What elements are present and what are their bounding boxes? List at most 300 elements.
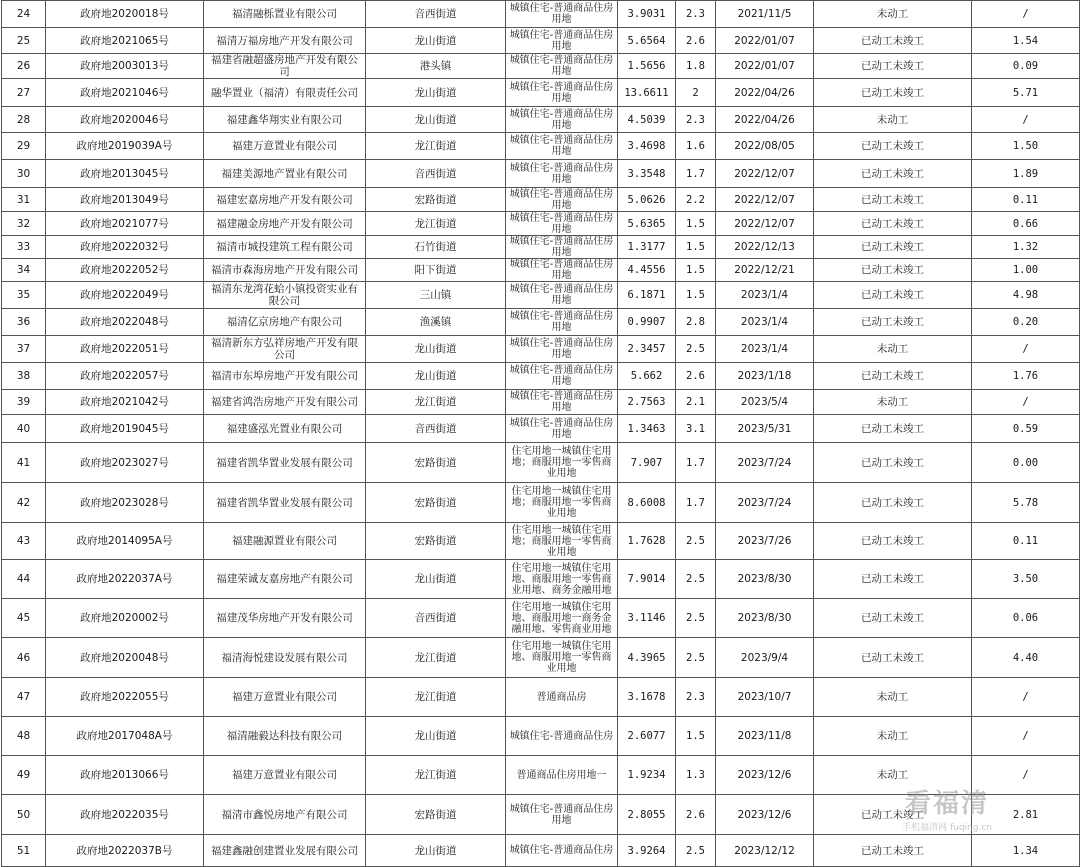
cell-far: 1.5: [676, 282, 716, 309]
cell-value: 0.06: [972, 599, 1080, 638]
cell-area: 2.3457: [618, 336, 676, 363]
cell-street: 渔溪镇: [366, 309, 506, 336]
cell-area: 8.6008: [618, 483, 676, 523]
cell-company: 福建盛泓光置业有限公司: [204, 415, 366, 443]
cell-date: 2023/1/4: [716, 282, 814, 309]
cell-id: 政府地2022037B号: [46, 835, 204, 867]
cell-far: 2: [676, 79, 716, 107]
cell-company: 福建万意置业有限公司: [204, 756, 366, 795]
cell-area: 5.0626: [618, 188, 676, 212]
cell-area: 5.6365: [618, 212, 676, 236]
cell-id: 政府地2020048号: [46, 638, 204, 678]
cell-status: 未动工: [814, 1, 972, 28]
cell-company: 福清东龙湾花蛤小镇投资实业有限公司: [204, 282, 366, 309]
table-row: [2, 415, 1080, 443]
cell-id: 政府地2023028号: [46, 483, 204, 523]
cell-id: 政府地2022037A号: [46, 560, 204, 599]
cell-company: 福清市鑫悦房地产有限公司: [204, 795, 366, 835]
cell-date: 2023/1/4: [716, 309, 814, 336]
cell-area: 5.6564: [618, 28, 676, 54]
table-row: [2, 282, 1080, 309]
cell-no: 25: [2, 28, 46, 54]
cell-area: 7.907: [618, 443, 676, 483]
cell-id: 政府地2019045号: [46, 415, 204, 443]
cell-date: 2023/7/24: [716, 443, 814, 483]
cell-value: /: [972, 107, 1080, 133]
cell-street: 音西街道: [366, 599, 506, 638]
cell-far: 1.5: [676, 259, 716, 282]
cell-date: 2023/10/7: [716, 678, 814, 717]
cell-street: 龙山街道: [366, 835, 506, 867]
cell-street: 港头镇: [366, 54, 506, 79]
cell-value: 3.50: [972, 560, 1080, 599]
cell-far: 2.5: [676, 638, 716, 678]
cell-area: 1.7628: [618, 523, 676, 560]
cell-far: 2.3: [676, 678, 716, 717]
cell-street: 龙江街道: [366, 212, 506, 236]
cell-status: 已动工未竣工: [814, 795, 972, 835]
cell-date: 2022/12/21: [716, 259, 814, 282]
cell-use: 城镇住宅-普通商品住房用地: [506, 390, 618, 415]
cell-no: 38: [2, 363, 46, 390]
cell-no: 48: [2, 717, 46, 756]
cell-area: 4.4556: [618, 259, 676, 282]
table-row: [2, 259, 1080, 282]
table-row: [2, 28, 1080, 54]
cell-no: 24: [2, 1, 46, 28]
cell-far: 2.5: [676, 560, 716, 599]
cell-use: 城镇住宅-普通商品住房用地: [506, 1, 618, 28]
cell-value: 0.09: [972, 54, 1080, 79]
cell-value: 0.11: [972, 523, 1080, 560]
cell-company: 福建鑫融创建置业发展有限公司: [204, 835, 366, 867]
cell-value: 5.71: [972, 79, 1080, 107]
cell-date: 2023/12/6: [716, 756, 814, 795]
cell-far: 2.3: [676, 107, 716, 133]
cell-date: 2023/8/30: [716, 560, 814, 599]
cell-far: 2.6: [676, 795, 716, 835]
cell-use: 城镇住宅-普通商品住房用地: [506, 415, 618, 443]
cell-status: 已动工未竣工: [814, 638, 972, 678]
cell-no: 51: [2, 835, 46, 867]
cell-id: 政府地2013049号: [46, 188, 204, 212]
cell-date: 2022/12/07: [716, 188, 814, 212]
cell-area: 5.662: [618, 363, 676, 390]
cell-far: 2.8: [676, 309, 716, 336]
cell-id: 政府地2021042号: [46, 390, 204, 415]
cell-value: 1.76: [972, 363, 1080, 390]
cell-area: 6.1871: [618, 282, 676, 309]
watermark-main: 看福清: [905, 789, 990, 819]
cell-status: 已动工未竣工: [814, 54, 972, 79]
cell-street: 宏路街道: [366, 523, 506, 560]
table-row: [2, 133, 1080, 160]
table-row: [2, 638, 1080, 678]
cell-street: 龙江街道: [366, 678, 506, 717]
cell-use: 城镇住宅-普通商品住房用地: [506, 795, 618, 835]
cell-value: 0.11: [972, 188, 1080, 212]
cell-id: 政府地2022049号: [46, 282, 204, 309]
cell-area: 3.3548: [618, 160, 676, 188]
cell-street: 音西街道: [366, 415, 506, 443]
cell-use: 城镇住宅-普通商品住房用地: [506, 212, 618, 236]
cell-use: 城镇住宅-普通商品住房: [506, 835, 618, 867]
table-row: [2, 678, 1080, 717]
cell-id: 政府地2021046号: [46, 79, 204, 107]
cell-street: 宏路街道: [366, 483, 506, 523]
cell-id: 政府地2013045号: [46, 160, 204, 188]
cell-use: 住宅用地一城镇住宅用地；商服用地一零售商业用地: [506, 483, 618, 523]
cell-value: /: [972, 756, 1080, 795]
cell-far: 2.5: [676, 599, 716, 638]
cell-id: 政府地2013066号: [46, 756, 204, 795]
table-row: [2, 390, 1080, 415]
cell-far: 1.3: [676, 756, 716, 795]
cell-id: 政府地2003013号: [46, 54, 204, 79]
watermark-sub: 手机福清网 fuqing.cn: [902, 823, 992, 833]
cell-company: 福建省融超盛房地产开发有限公司: [204, 54, 366, 79]
cell-value: 4.98: [972, 282, 1080, 309]
cell-company: 福清亿京房地产有限公司: [204, 309, 366, 336]
table-row: [2, 54, 1080, 79]
cell-use: 城镇住宅-普通商品住房用地: [506, 54, 618, 79]
cell-value: /: [972, 336, 1080, 363]
cell-id: 政府地2022051号: [46, 336, 204, 363]
cell-status: 已动工未竣工: [814, 483, 972, 523]
table-row: [2, 212, 1080, 236]
cell-no: 37: [2, 336, 46, 363]
cell-date: 2023/7/24: [716, 483, 814, 523]
cell-use: 城镇住宅-普通商品住房用地: [506, 336, 618, 363]
cell-area: 0.9907: [618, 309, 676, 336]
cell-value: 0.59: [972, 415, 1080, 443]
cell-no: 29: [2, 133, 46, 160]
cell-use: 住宅用地一城镇住宅用地、商服用地一零售商业用地: [506, 638, 618, 678]
cell-no: 30: [2, 160, 46, 188]
cell-area: 1.3463: [618, 415, 676, 443]
cell-use: 城镇住宅-普通商品住房用地: [506, 133, 618, 160]
cell-status: 已动工未竣工: [814, 309, 972, 336]
table-body: [2, 1, 1080, 867]
cell-company: 福建鑫华翔实业有限公司: [204, 107, 366, 133]
cell-id: 政府地2020046号: [46, 107, 204, 133]
cell-value: 1.34: [972, 835, 1080, 867]
cell-street: 三山镇: [366, 282, 506, 309]
cell-id: 政府地2022035号: [46, 795, 204, 835]
cell-date: 2023/5/4: [716, 390, 814, 415]
table-row: [2, 79, 1080, 107]
cell-status: 已动工未竣工: [814, 79, 972, 107]
cell-value: 4.40: [972, 638, 1080, 678]
cell-id: 政府地2022048号: [46, 309, 204, 336]
cell-far: 1.8: [676, 54, 716, 79]
cell-company: 福建荣诚友嘉房地产有限公司: [204, 560, 366, 599]
cell-no: 40: [2, 415, 46, 443]
cell-status: 已动工未竣工: [814, 443, 972, 483]
cell-street: 龙山街道: [366, 107, 506, 133]
cell-far: 1.6: [676, 133, 716, 160]
cell-value: 1.89: [972, 160, 1080, 188]
cell-company: 福清融毅达科技有限公司: [204, 717, 366, 756]
cell-date: 2022/08/05: [716, 133, 814, 160]
cell-company: 福清万福房地产开发有限公司: [204, 28, 366, 54]
cell-date: 2023/9/4: [716, 638, 814, 678]
cell-far: 2.6: [676, 28, 716, 54]
cell-area: 4.3965: [618, 638, 676, 678]
cell-date: 2022/12/13: [716, 236, 814, 259]
cell-far: 2.6: [676, 363, 716, 390]
cell-id: 政府地2020002号: [46, 599, 204, 638]
table-row: [2, 560, 1080, 599]
cell-date: 2021/11/5: [716, 1, 814, 28]
cell-use: 城镇住宅-普通商品住房用地: [506, 188, 618, 212]
cell-status: 已动工未竣工: [814, 236, 972, 259]
cell-status: 已动工未竣工: [814, 560, 972, 599]
cell-company: 福建万意置业有限公司: [204, 678, 366, 717]
cell-id: 政府地2021077号: [46, 212, 204, 236]
cell-company: 福清市东埠房地产开发有限公司: [204, 363, 366, 390]
table-row: [2, 599, 1080, 638]
cell-company: 福建宏嘉房地产开发有限公司: [204, 188, 366, 212]
cell-use: 城镇住宅-普通商品住房用地: [506, 236, 618, 259]
cell-far: 2.5: [676, 523, 716, 560]
cell-street: 龙山街道: [366, 336, 506, 363]
cell-use: 城镇住宅-普通商品住房用地: [506, 107, 618, 133]
cell-no: 34: [2, 259, 46, 282]
table-row: [2, 336, 1080, 363]
cell-value: /: [972, 390, 1080, 415]
cell-date: 2022/12/07: [716, 160, 814, 188]
table-row: [2, 523, 1080, 560]
cell-id: 政府地2022057号: [46, 363, 204, 390]
cell-area: 3.4698: [618, 133, 676, 160]
cell-street: 宏路街道: [366, 443, 506, 483]
table-row: [2, 756, 1080, 795]
cell-no: 33: [2, 236, 46, 259]
table-row: [2, 160, 1080, 188]
cell-id: 政府地2023027号: [46, 443, 204, 483]
cell-date: 2023/1/18: [716, 363, 814, 390]
cell-area: 3.1146: [618, 599, 676, 638]
cell-status: 已动工未竣工: [814, 363, 972, 390]
cell-area: 3.9264: [618, 835, 676, 867]
cell-company: 福清市森海房地产开发有限公司: [204, 259, 366, 282]
cell-no: 47: [2, 678, 46, 717]
cell-status: 已动工未竣工: [814, 282, 972, 309]
cell-no: 49: [2, 756, 46, 795]
cell-company: 福建省凯华置业发展有限公司: [204, 483, 366, 523]
cell-no: 28: [2, 107, 46, 133]
cell-value: 1.32: [972, 236, 1080, 259]
table-row: [2, 309, 1080, 336]
cell-value: 0.66: [972, 212, 1080, 236]
cell-street: 龙山街道: [366, 560, 506, 599]
cell-value: /: [972, 1, 1080, 28]
cell-company: 福建省凯华置业发展有限公司: [204, 443, 366, 483]
cell-date: 2022/04/26: [716, 107, 814, 133]
cell-no: 41: [2, 443, 46, 483]
cell-status: 已动工未竣工: [814, 28, 972, 54]
cell-use: 住宅用地一城镇住宅用地；商服用地一零售商业用地: [506, 523, 618, 560]
cell-status: 已动工未竣工: [814, 599, 972, 638]
cell-far: 2.5: [676, 336, 716, 363]
table-row: [2, 795, 1080, 835]
cell-status: 未动工: [814, 717, 972, 756]
cell-use: 普通商品房: [506, 678, 618, 717]
cell-company: 福建融金房地产开发有限公司: [204, 212, 366, 236]
cell-use: 城镇住宅-普通商品住房用地: [506, 28, 618, 54]
cell-street: 音西街道: [366, 1, 506, 28]
cell-date: 2022/04/26: [716, 79, 814, 107]
cell-company: 福建美源地产置业有限公司: [204, 160, 366, 188]
cell-street: 石竹街道: [366, 236, 506, 259]
table-row: [2, 483, 1080, 523]
cell-use: 城镇住宅-普通商品住房用地: [506, 160, 618, 188]
cell-date: 2023/11/8: [716, 717, 814, 756]
cell-street: 龙山街道: [366, 717, 506, 756]
cell-date: 2023/8/30: [716, 599, 814, 638]
cell-street: 龙江街道: [366, 390, 506, 415]
table-row: [2, 363, 1080, 390]
cell-no: 46: [2, 638, 46, 678]
cell-id: 政府地2020018号: [46, 1, 204, 28]
cell-far: 1.7: [676, 443, 716, 483]
cell-use: 城镇住宅-普通商品住房用地: [506, 309, 618, 336]
cell-use: 住宅用地一城镇住宅用地；商服用地一零售商业用地: [506, 443, 618, 483]
cell-no: 36: [2, 309, 46, 336]
cell-company: 福建融源置业有限公司: [204, 523, 366, 560]
cell-no: 42: [2, 483, 46, 523]
cell-area: 4.5039: [618, 107, 676, 133]
cell-no: 39: [2, 390, 46, 415]
cell-value: 1.54: [972, 28, 1080, 54]
cell-id: 政府地2014095A号: [46, 523, 204, 560]
cell-use: 住宅用地一城镇住宅用地、商服用地一零售商业用地、商务金融用地: [506, 560, 618, 599]
cell-id: 政府地2019039A号: [46, 133, 204, 160]
cell-far: 2.1: [676, 390, 716, 415]
cell-status: 未动工: [814, 107, 972, 133]
cell-company: 福建茂华房地产开发有限公司: [204, 599, 366, 638]
cell-street: 龙山街道: [366, 28, 506, 54]
cell-date: 2023/5/31: [716, 415, 814, 443]
table-row: [2, 107, 1080, 133]
cell-value: 2.81: [972, 795, 1080, 835]
cell-status: 未动工: [814, 336, 972, 363]
cell-value: 0.00: [972, 443, 1080, 483]
cell-id: 政府地2022055号: [46, 678, 204, 717]
cell-date: 2023/1/4: [716, 336, 814, 363]
cell-far: 3.1: [676, 415, 716, 443]
cell-far: 2.3: [676, 1, 716, 28]
table-row: [2, 1, 1080, 28]
cell-value: /: [972, 717, 1080, 756]
cell-company: 福建万意置业有限公司: [204, 133, 366, 160]
cell-date: 2023/12/6: [716, 795, 814, 835]
cell-status: 已动工未竣工: [814, 259, 972, 282]
cell-area: 13.6611: [618, 79, 676, 107]
cell-street: 龙江街道: [366, 133, 506, 160]
land-table: [1, 0, 1080, 867]
cell-street: 音西街道: [366, 160, 506, 188]
cell-date: 2023/7/26: [716, 523, 814, 560]
cell-status: 已动工未竣工: [814, 523, 972, 560]
cell-far: 1.7: [676, 160, 716, 188]
cell-company: 福清融栎置业有限公司: [204, 1, 366, 28]
cell-value: 5.78: [972, 483, 1080, 523]
cell-far: 2.5: [676, 835, 716, 867]
cell-street: 阳下街道: [366, 259, 506, 282]
cell-id: 政府地2017048A号: [46, 717, 204, 756]
cell-status: 已动工未竣工: [814, 212, 972, 236]
cell-area: 2.6077: [618, 717, 676, 756]
cell-area: 1.9234: [618, 756, 676, 795]
cell-date: 2022/12/07: [716, 212, 814, 236]
cell-no: 32: [2, 212, 46, 236]
cell-no: 35: [2, 282, 46, 309]
cell-far: 1.5: [676, 212, 716, 236]
cell-status: 未动工: [814, 678, 972, 717]
cell-value: 0.20: [972, 309, 1080, 336]
cell-date: 2022/01/07: [716, 54, 814, 79]
cell-no: 27: [2, 79, 46, 107]
table-row: [2, 236, 1080, 259]
cell-status: 未动工: [814, 756, 972, 795]
cell-area: 3.9031: [618, 1, 676, 28]
cell-company: 福清海悦建设发展有限公司: [204, 638, 366, 678]
cell-area: 1.5656: [618, 54, 676, 79]
cell-no: 50: [2, 795, 46, 835]
cell-far: 1.7: [676, 483, 716, 523]
cell-id: 政府地2021065号: [46, 28, 204, 54]
table-row: [2, 835, 1080, 867]
cell-status: 已动工未竣工: [814, 188, 972, 212]
cell-id: 政府地2022032号: [46, 236, 204, 259]
cell-use: 住宅用地一城镇住宅用地、商服用地一商务金融用地、零售商业用地: [506, 599, 618, 638]
cell-far: 2.2: [676, 188, 716, 212]
cell-no: 44: [2, 560, 46, 599]
cell-street: 龙山街道: [366, 79, 506, 107]
cell-use: 城镇住宅-普通商品住房用地: [506, 363, 618, 390]
cell-far: 1.5: [676, 717, 716, 756]
cell-use: 城镇住宅-普通商品住房用地: [506, 79, 618, 107]
cell-street: 宏路街道: [366, 188, 506, 212]
cell-street: 龙山街道: [366, 363, 506, 390]
cell-company: 福清新东方弘祥房地产开发有限公司: [204, 336, 366, 363]
cell-area: 2.8055: [618, 795, 676, 835]
cell-company: 福建省鸿浩房地产开发有限公司: [204, 390, 366, 415]
cell-use: 城镇住宅-普通商品住房用地: [506, 259, 618, 282]
cell-date: 2023/12/12: [716, 835, 814, 867]
table-row: [2, 443, 1080, 483]
cell-no: 43: [2, 523, 46, 560]
cell-status: 已动工未竣工: [814, 835, 972, 867]
cell-area: 2.7563: [618, 390, 676, 415]
cell-date: 2022/01/07: [716, 28, 814, 54]
cell-no: 45: [2, 599, 46, 638]
cell-use: 城镇住宅-普通商品住房用地: [506, 282, 618, 309]
cell-value: 1.00: [972, 259, 1080, 282]
table-row: [2, 188, 1080, 212]
cell-street: 龙江街道: [366, 756, 506, 795]
cell-area: 1.3177: [618, 236, 676, 259]
cell-id: 政府地2022052号: [46, 259, 204, 282]
cell-status: 未动工: [814, 390, 972, 415]
cell-company: 融华置业（福清）有限责任公司: [204, 79, 366, 107]
cell-use: 城镇住宅-普通商品住房: [506, 717, 618, 756]
cell-no: 31: [2, 188, 46, 212]
table-row: [2, 717, 1080, 756]
cell-no: 26: [2, 54, 46, 79]
